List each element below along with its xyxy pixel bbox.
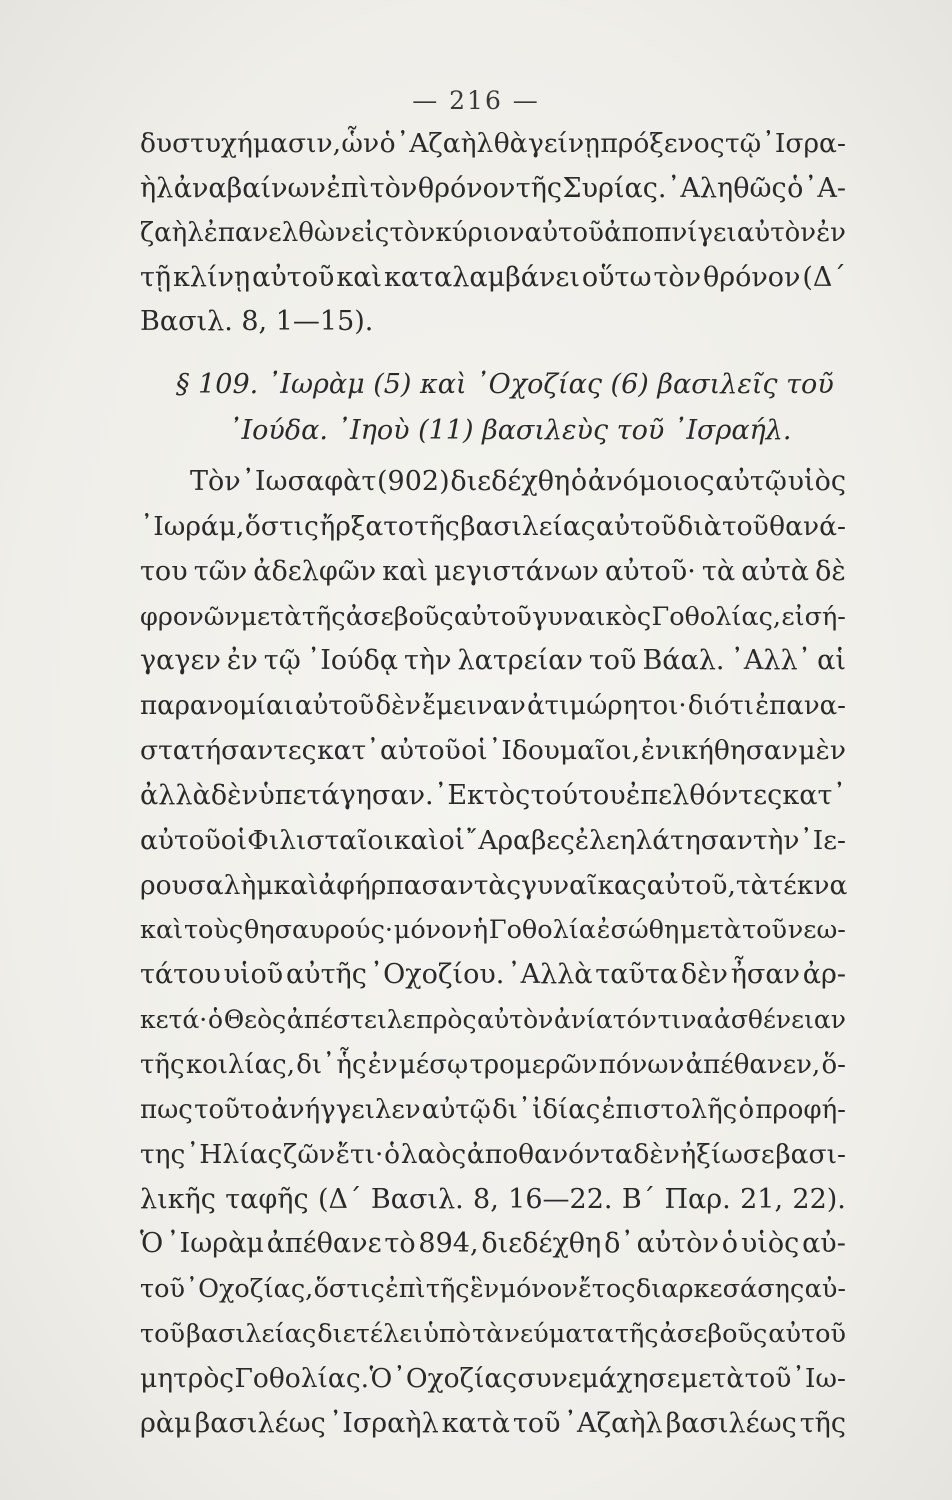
text-line: παρανομίαι αὐτοῦ δὲν ἔμειναν ἀτιμώρητοι· διότι ἐπανα-	[140, 691, 846, 722]
heading-line-2: ᾿Ιούδα. ᾿Ιηοὺ (11) βασιλεὺς τοῦ ᾿Ισραήλ.	[228, 415, 792, 446]
text-line: ζαὴλ ἐπανελθὼν εἰς τὸν κύριον αὐτοῦ ἀποπνίγει αὐτὸν ἐν	[140, 218, 846, 248]
heading-line-1: § 109. ᾿Ιωρὰμ (5) καὶ ᾿Οχοζίας (6) βασιλεῖς τοῦ	[176, 369, 834, 400]
text-line: δυστυχήμασιν, ὧν ὁ ᾿Αζαὴλ θὰ γείνῃ πρόξενος τῷ ᾿Ισρα-	[140, 128, 846, 159]
text-line: μητρὸς Γοθολίας. Ὁ ᾿Οχοζίας συνεμάχησε μετὰ τοῦ ᾿Ιω-	[140, 1362, 846, 1394]
text-line: τοῦ βασιλείας διετέλει ὑπὸ τὰ νεύματα τῆς ἀσεβοῦς αὐτοῦ	[140, 1319, 846, 1350]
text-line: ἀλλὰ δὲν ὑπετάγησαν. ᾿Εκτὸς τούτου ἐπελθόντες κατ᾿	[140, 779, 846, 811]
text-line: Βασιλ. 8, 1—15).	[140, 306, 374, 337]
text-line: ρουσαλὴμ καὶ ἀφήρπασαν τὰς γυναῖκας αὐτοῦ, τὰ τέκνα	[140, 869, 848, 901]
section-heading	[176, 362, 834, 454]
text-line: ρὰμ βασιλέως ᾿Ισραὴλ κατὰ τοῦ ᾿Αζαὴλ βασιλέως τῆς	[140, 1407, 846, 1439]
text-line: αὐτοῦ οἱ Φιλισταῖοι καὶ οἱ ῎Αραβες ἐλεηλάτησαν τὴν ᾿Ιε-	[140, 824, 846, 856]
text-line: ᾿Ιωράμ, ὅστις ἤρξατο τῆς βασιλείας αὐτοῦ διὰ τοῦ θανά-	[140, 510, 846, 542]
text-line: λικῆς ταφῆς (Δ´ Βασιλ. 8, 16—22. Β´ Παρ. 21, 22).	[140, 1183, 846, 1215]
paragraph-2	[140, 460, 846, 1447]
text-line: του τῶν ἀδελφῶν καὶ μεγιστάνων αὐτοῦ· τὰ αὐτὰ δὲ	[140, 555, 846, 587]
paragraph-1	[140, 122, 846, 345]
text-line: γαγεν ἐν τῷ ᾿Ιούδᾳ τὴν λατρείαν τοῦ Βάαλ. ᾿Αλλ᾿ αἱ	[140, 645, 846, 677]
text-line: καὶ τοὺς θησαυρούς· μόνον ἡ Γοθολία ἐσώθη μετὰ τοῦ νεω-	[140, 915, 846, 946]
text-line: τῇ κλίνῃ αὐτοῦ καὶ καταλαμβάνει οὕτω τὸν θρόνον (Δ´	[140, 261, 846, 293]
page-number: — 216 —	[412, 86, 540, 115]
text-line: τοῦ ᾿Οχοζίας, ὅστις ἐπὶ τῆς ἓν μόνον ἔτος διαρκεσάσης αὐ-	[140, 1274, 846, 1305]
text-line: πως τοῦτο ἀνήγγειλεν αὐτῷ δι᾿ ἰδίας ἐπιστολῆς ὁ προφή-	[140, 1094, 846, 1125]
text-line: της ᾿Ηλίας ζῶν ἔτι· ὁ λαὸς ἀποθανόντα δὲν ἠξίωσε βασι-	[140, 1138, 846, 1170]
text-line: Τὸν ᾿Ιωσαφὰτ (902) διεδέχθη ὁ ἀνόμοιος αὐτῷ υἱὸς	[190, 466, 846, 497]
text-line: κετά· ὁ Θεὸς ἀπέστειλε πρὸς αὐτὸν ἀνίατόν τινα ἀσθένειαν	[140, 1005, 846, 1035]
text-line: τάτου υἱοῦ αὐτῆς ᾿Οχοζίου. ᾿Αλλὰ ταῦτα δὲν ἦσαν ἀρ-	[140, 959, 846, 991]
text-line: ὴλ ἀναβαίνων ἐπὶ τὸν θρόνον τῆς Συρίας. ᾿Αληθῶς ὁ ᾿Α-	[140, 172, 846, 204]
text-line: στατήσαντες κατ᾿ αὐτοῦ οἱ ᾿Ιδουμαῖοι, ἐνικήθησαν μὲν	[140, 735, 846, 767]
text-line: τῆς κοιλίας, δι᾿ ἧς ἐν μέσῳ τρομερῶν πόνων ἀπέθανεν, ὅ-	[140, 1049, 846, 1080]
text-line: Ὁ ᾿Ιωρὰμ ἀπέθανε τὸ 894, διεδέχθη δ᾿ αὐτὸν ὁ υἱὸς αὐ-	[140, 1228, 846, 1260]
text-line: φρονῶν μετὰ τῆς ἀσεβοῦς αὐτοῦ γυναικὸς Γοθολίας, εἰσή-	[140, 601, 846, 632]
